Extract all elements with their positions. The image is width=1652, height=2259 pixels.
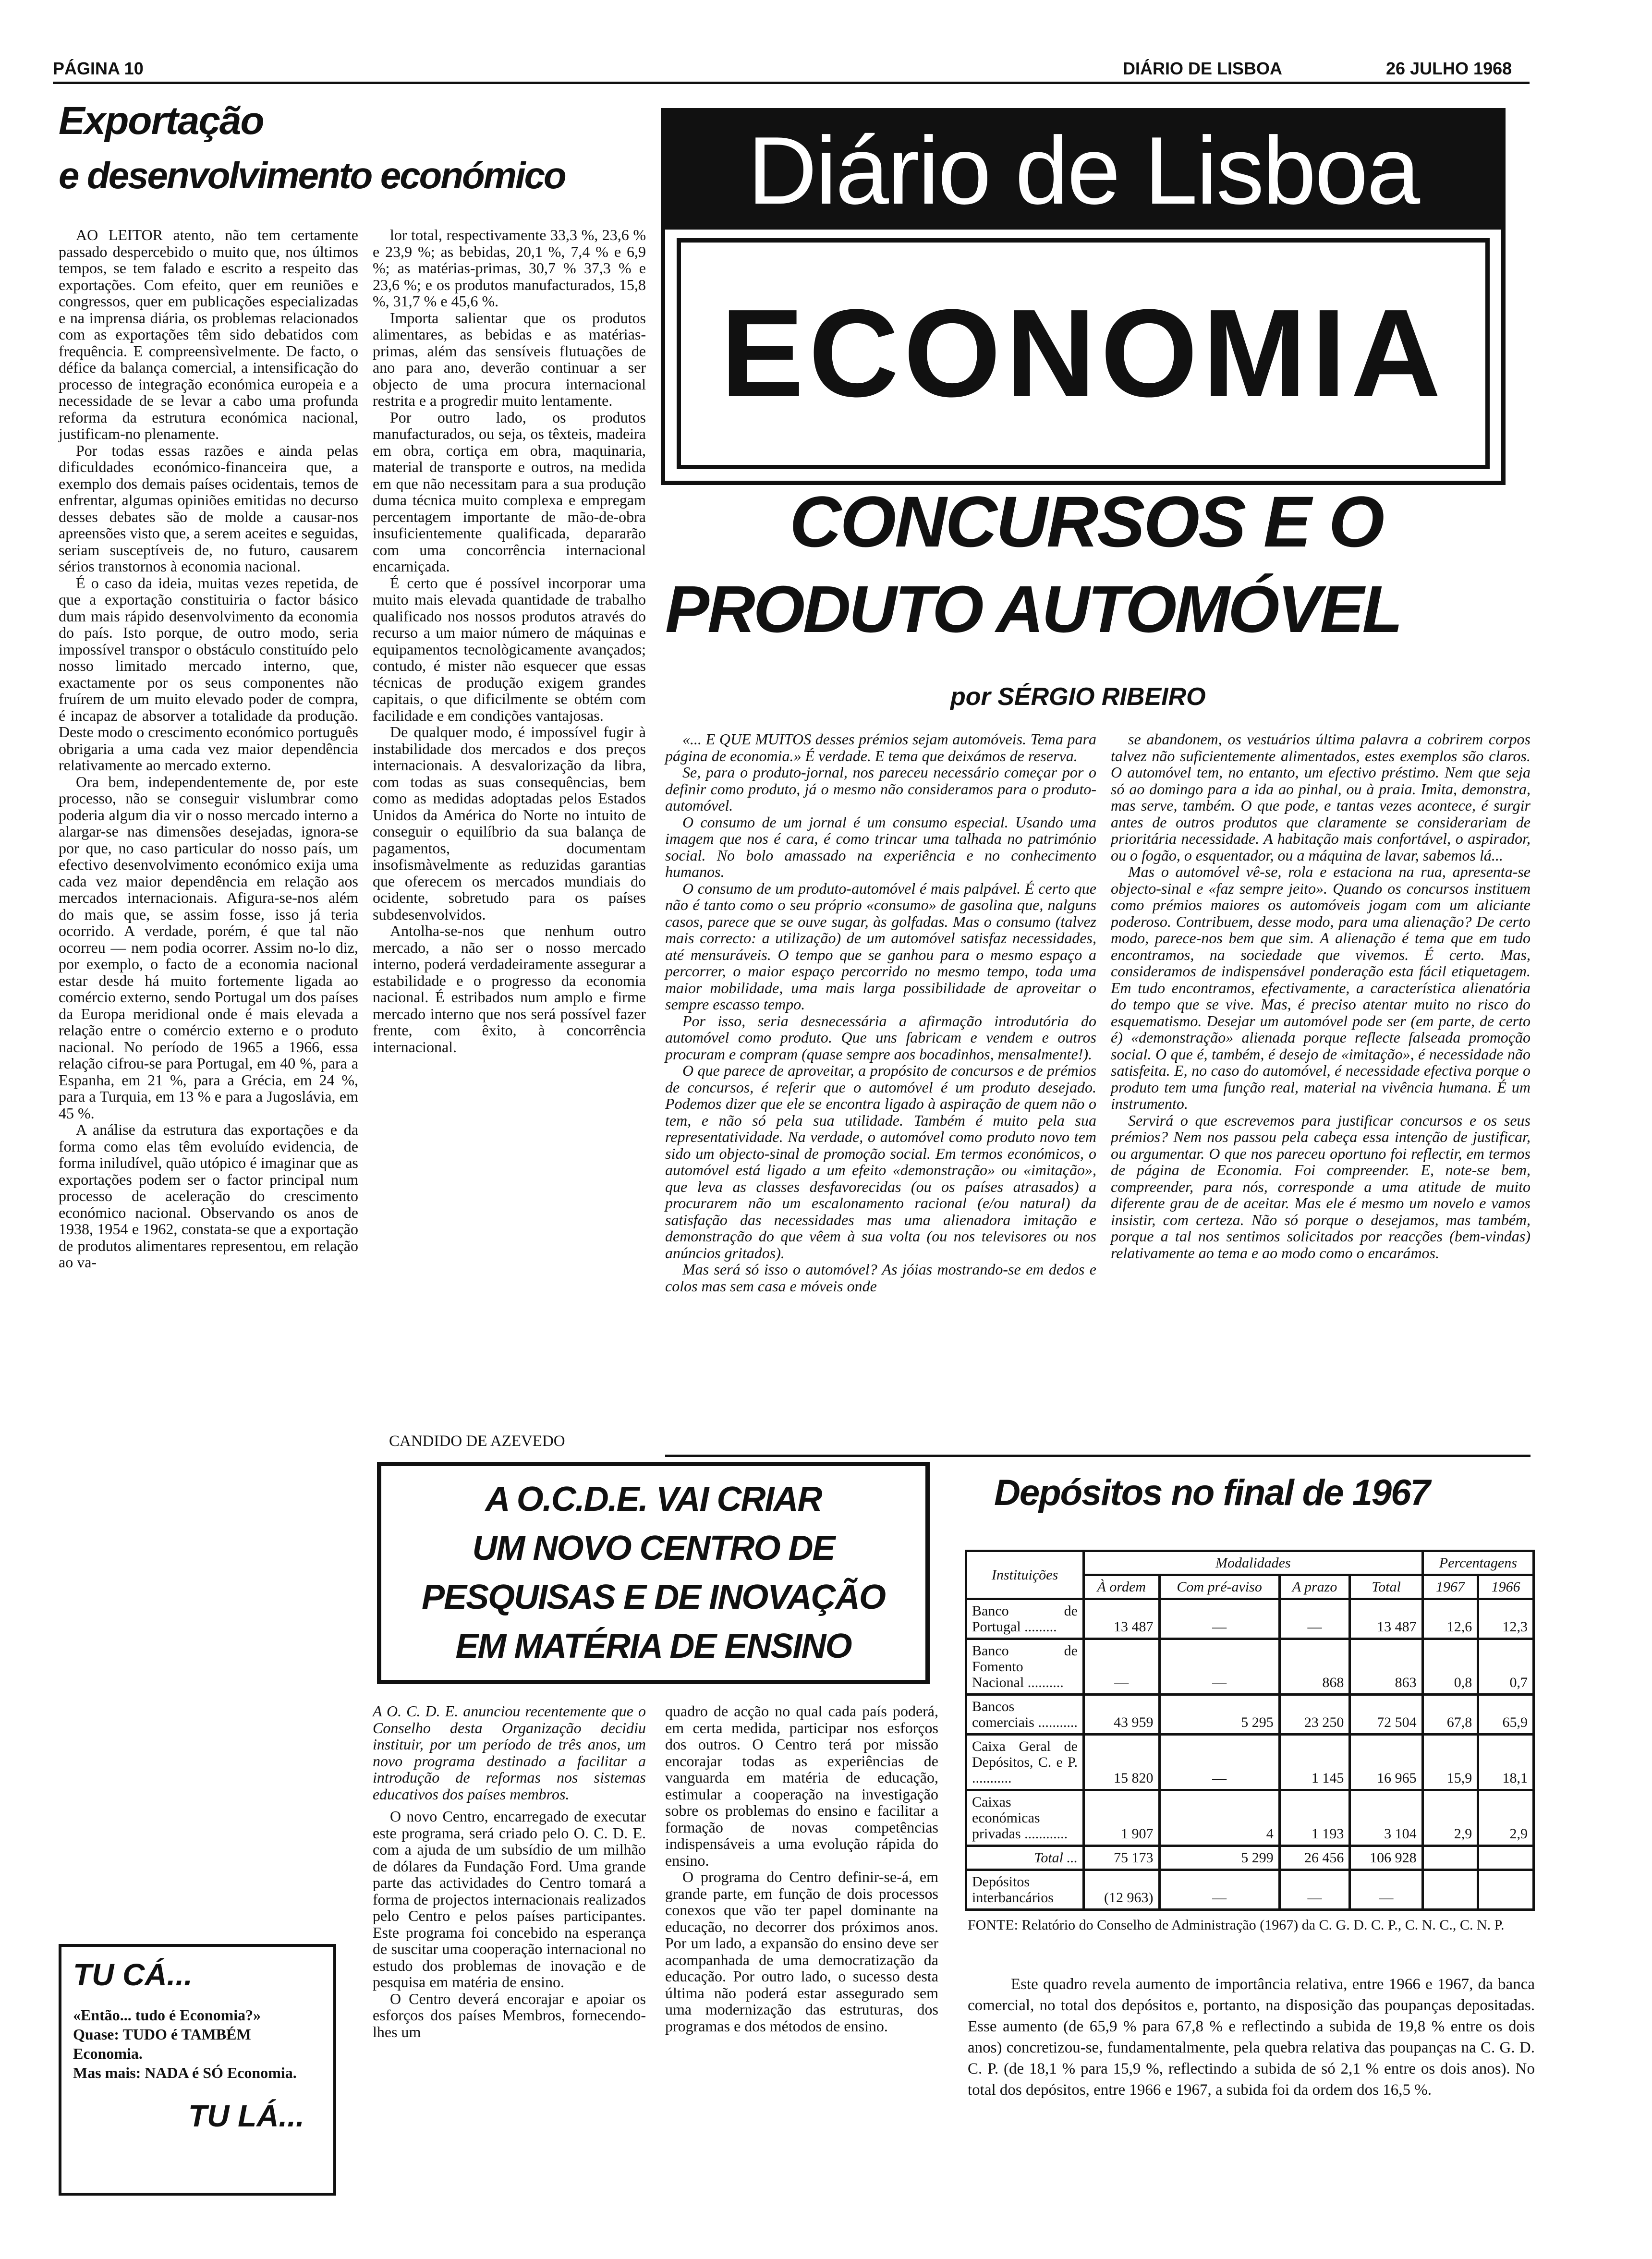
table-cell xyxy=(1422,1846,1478,1870)
section-title: ECONOMIA xyxy=(677,238,1490,469)
table-row xyxy=(966,1870,1534,1910)
paragraph: É certo que é possível incorporar uma muito mais elevada quantidade de trabalho qualificado nos nossos produtos através do recurso a um maior número de máquinas e equipamentos tecnològicamente avançados; contudo, é mister não esquecer que essas técnicas de produção exigem grandes capitais, o que dificilmente se obtém com facilidade e em condições vantajosas. xyxy=(373,574,646,724)
ocde-headline-line2: UM NOVO CENTRO DE xyxy=(472,1529,835,1567)
export-article-col2 xyxy=(373,227,646,1055)
issue-date: 26 JULHO 1968 xyxy=(1386,59,1512,78)
byline: por SÉRGIO RIBEIRO xyxy=(950,683,1206,711)
table-cell xyxy=(1478,1846,1534,1870)
table-cell: 18,1 xyxy=(1478,1735,1534,1790)
header-rule xyxy=(53,82,1530,84)
deposits-table-wrap xyxy=(965,1550,1535,1911)
table-cell: 75 173 xyxy=(1084,1846,1160,1870)
table-cell: 5 299 xyxy=(1159,1846,1279,1870)
paragraph: O novo Centro, encarregado de executar este programa, será criado pelo O. C. D. E. com a ajuda de um subsídio de um milhão de dólares da Fundação Ford. Uma grande parte das actividades do Centro tomará a forma de projectos internacionais realizados pelo Centro e pelos países participantes. Este programa foi concebido na esperança de suscitar uma cooperação internacional no estudo dos problemas de inovação e de pesquisa em matéria de ensino. xyxy=(373,1808,646,1991)
paragraph: AO LEITOR atento, não tem certamente passado despercebido o muito que, nos últimos tempos, se tem falado e escrito a respeito das exportações. Com efeito, quer em reuniões e congressos, quer em publicações especializadas e na imprensa diária, os problemas relacionados com as exportações têm sido debatidos com frequência. E compreensìvelmente. De facto, o défice da balança comercial, a intensificação do processo de integração económica europeia e a necessidade de se levar a cabo uma profunda reforma da estrutura económica nacional, justificam-no plenamente. xyxy=(59,226,358,442)
table-cell: — xyxy=(1084,1639,1160,1695)
table-cell: 2,9 xyxy=(1478,1790,1534,1846)
ocde-headline-line1: A O.C.D.E. VAI CRIAR xyxy=(485,1480,822,1518)
table-row xyxy=(966,1846,1534,1870)
paragraph: Mas será só isso o automóvel? As jóias mostrando-se em dedos e colos mas sem casa e móveis onde xyxy=(665,1261,1096,1295)
group-header-modalidades: Modalidades xyxy=(1084,1551,1423,1575)
paragraph: A análise da estrutura das exportações e da forma como elas têm evoluído evidencia, de forma iniludível, quão utópico é imaginar que as exportações podem ser o factor principal num processo de aceleração do crescimento económico nacional. Observando os anos de 1938, 1954 e 1962, constata-se que a exportação de produtos alimentares representou, em relação ao va- xyxy=(59,1121,358,1271)
col-header-a-ordem: À ordem xyxy=(1084,1575,1160,1599)
table-cell: 868 xyxy=(1279,1639,1350,1695)
paragraph: «... E QUE MUITOS desses prémios sejam automóveis. Tema para página de economia.» É verdade. E tema que deixámos de reserva. xyxy=(665,730,1096,765)
tu-ca-line1: «Então... tudo é Economia?» xyxy=(73,2006,261,2024)
main-article-col2 xyxy=(1111,731,1531,1261)
section-rule xyxy=(665,1455,1531,1457)
paragraph: Por todas essas razões e ainda pelas dificuldades económico-financeira que, a exemplo dos demais países ocidentais, temos de enfrentar, algumas opiniões emitidas no decurso desses debates são de molde a causar-nos apreensões visto que, a serem aceites e seguidas, seriam susceptíveis de, no futuro, causarem sérios transtornos à economia nacional. xyxy=(59,441,358,575)
table-cell: — xyxy=(1279,1599,1350,1639)
paragraph: É o caso da ideia, muitas vezes repetida, de que a exportação constituiria o factor básico dum mais rápido desenvolvimento da economia do país. Isto porque, de outro modo, seria impossível transpor o obstáculo constituído pelo nosso limitado mercado interno, que, exactamente por os seus componentes não fruírem de um muito elevado poder de compra, é incapaz de absorver a totalidade da produção. Deste modo o crescimento económico português obrigaria a uma cada vez maior dependência relativamente ao mercado externo. xyxy=(59,574,358,774)
table-cell: 4 xyxy=(1159,1790,1279,1846)
table-cell: — xyxy=(1350,1870,1422,1910)
table-cell-institution: Total ... xyxy=(966,1846,1084,1870)
table-cell: — xyxy=(1279,1870,1350,1910)
deposits-title: Depósitos no final de 1967 xyxy=(994,1472,1430,1513)
table-cell-institution: Bancos comerciais ........... xyxy=(966,1695,1084,1735)
table-cell: 16 965 xyxy=(1350,1735,1422,1790)
ocde-article-col2 xyxy=(665,1703,938,2034)
paper-name: DIÁRIO DE LISBOA xyxy=(1123,59,1283,78)
table-cell: 72 504 xyxy=(1350,1695,1422,1735)
table-cell: 65,9 xyxy=(1478,1695,1534,1735)
ocde-headline-line3: PESQUISAS E DE INOVAÇÃO xyxy=(422,1578,885,1616)
table-cell-institution: Banco de Portugal ......... xyxy=(966,1599,1084,1639)
export-article-col1 xyxy=(59,227,358,1271)
paragraph: O consumo de um produto-automóvel é mais palpável. É certo que não é tanto como o seu próprio «consumo» de gasolina que, nalguns casos, parece que se ouve sugar, às golfadas. Mas o consumo (talvez mais correcto: a utilização) de um automóvel satisfaz necessidades, até mensuráveis. O tempo que se ganhou para o mesmo espaço a percorrer, o maior espaço percorrido no mesmo tempo, toda uma maior mobilidade, uma mais larga possibilidade de aproveitar o sempre escasso tempo. xyxy=(665,879,1096,1013)
table-cell-institution: Banco de Fomento Nacional .......... xyxy=(966,1639,1084,1695)
paragraph: O consumo de um jornal é um consumo especial. Usando uma imagem que nos é cara, é como trincar uma talhada no património social. No bolo amassado na experiência e no conhecimento humanos. xyxy=(665,813,1096,880)
paragraph: Este quadro revela aumento de importância relativa, entre 1966 e 1967, da banca comercial, no total dos depósitos e, portanto, na disposição das poupanças depositadas. Esse aumento (de 65,9 % para 67,8 % e reflectindo a subida de 19,8 % entre os dois anos) concretizou-se, fundamentalmente, pela quebra relativa das poupanças na C. G. D. C. P. (de 18,1 % para 15,9 %, reflectindo a subida de só 2,1 % entre os dois anos). No total dos depósitos, entre 1966 e 1967, a subida foi da ordem dos 16,5 %. xyxy=(968,1976,1535,2099)
deposits-source: FONTE: Relatório do Conselho de Administração (1967) da C. G. D. C. P., C. N. C., C. N. P. xyxy=(968,1917,1505,1933)
paragraph: O programa do Centro definir-se-á, em grande parte, em função de dois processos conexos que vão ter papel dominante na educação, no decorrer dos próximos anos. Por um lado, a expansão do ensino deve ser acompanhada de uma democratização da educação. Por outro lado, o sucesso desta última não poderá estar assegurado sem uma modernização das estruturas, dos programas e dos métodos de ensino. xyxy=(665,1868,938,2035)
paragraph: se abandonem, os vestuários última palavra a cobrirem corpos talvez não suficientemente alimentados, estes exemplos são claros. O automóvel tem, no entanto, um efectivo préstimo. Nem que seja só ao domingo para a ida ao pinhal, ou à praia. Imita, demonstra, mas serve, também. O que pode, e tantas vezes acontece, é surgir antes de outros produtos que claramente se considerariam de prioritária necessidade. A habitação mais confortável, o aspirador, ou o fogão, o esquentador, ou a máquina de lavar, sabemos lá... xyxy=(1111,730,1531,864)
table-cell: 23 250 xyxy=(1279,1695,1350,1735)
table-cell: 26 456 xyxy=(1279,1846,1350,1870)
masthead-box xyxy=(661,108,1506,485)
col-header-a-prazo: A prazo xyxy=(1279,1575,1350,1599)
col-header-1967: 1967 xyxy=(1422,1575,1478,1599)
table-cell: 0,8 xyxy=(1422,1639,1478,1695)
table-cell: 1 193 xyxy=(1279,1790,1350,1846)
table-cell: 13 487 xyxy=(1084,1599,1160,1639)
table-cell: 106 928 xyxy=(1350,1846,1422,1870)
col-header-pre-aviso: Com pré-aviso xyxy=(1159,1575,1279,1599)
table-cell: — xyxy=(1159,1735,1279,1790)
paragraph: O que parece de aproveitar, a propósito de concursos e de prémios de concursos, é referir que o automóvel é um produto desejado. Podemos dizer que ele se encontra ligado à aspiração de quem não o tem, e não só pela sua utilidade. Também é muito pela sua representatividade. Na verdade, o automóvel como produto novo tem sido um objecto-sinal de promoção social. Em termos económicos, o automóvel está ligado a um efeito «demonstração» ou «imitação», que leva as classes desfavorecidas (ou os países atrasados) a procurarem não um escalonamento racional (e/ou natural) da satisfação das necessidades mas uma alienadora imitação e demonstração do que vêem à sua volta (ou nos televisores ou nos anúncios gritados). xyxy=(665,1062,1096,1262)
table-cell: 1 145 xyxy=(1279,1735,1350,1790)
table-cell: 67,8 xyxy=(1422,1695,1478,1735)
paragraph: lor total, respectivamente 33,3 %, 23,6 % e 23,9 %; as bebidas, 20,1 %, 7,4 % e 6,9 %; as matérias-primas, 30,7 % 37,3 % e 23,6 %; e os produtos manufacturados, 15,8 %, 31,7 % e 45,6 %. xyxy=(373,226,646,310)
table-row xyxy=(966,1599,1534,1639)
paragraph: Mas o automóvel vê-se, rola e estaciona na rua, apresenta-se objecto-sinal e «faz sempre jeito». Quando os concursos instituem como prémios maiores os automóveis jogam com um aliciante poderoso. Contribuem, desse modo, para uma alienação? De certo modo, parece-nos bem que sim. A alienação é tema que em tudo encontramos, na sociedade que vivemos. É certo. Mas, consideramos de indispensável ponderação esta fácil etiquetagem. Em tudo encontramos, efectivamente, a característica alienatória do tempo que se vive. Mas, é preciso atentar muito no risco do esquematismo. Desejar um automóvel pode ser (em parte, de certo é) «demonstração» alienada porque reflecte falseada promoção social. O que é, também, é desejo de «imitação», é necessidade não satisfeita. E, no caso do automóvel, é necessidade efectiva porque o produto tem uma função real, material na vivência humana. É um instrumento. xyxy=(1111,863,1531,1112)
tu-ca-top: TU CÁ... xyxy=(73,1957,193,1992)
ocde-headline-box xyxy=(377,1462,930,1684)
paragraph: Importa salientar que os produtos alimentares, as bebidas e as matérias-primas, além das sensíveis flutuações de ano para ano, deverão continuar a ser objecto de uma procura internacional restrita e a progredir muito lentamente. xyxy=(373,309,646,409)
ocde-article-col1 xyxy=(373,1703,646,2040)
table-cell: — xyxy=(1159,1639,1279,1695)
paragraph: Por isso, seria desnecessária a afirmação introdutória do automóvel como produto. Que uns fabricam e vendem e outros procuram e compram (quase sempre aos bocadinhos, mensalmente!). xyxy=(665,1012,1096,1063)
paragraph: De qualquer modo, é impossível fugir à instabilidade dos mercados e dos preços internacionais. A desvalorização da libra, com todas as suas consequências, bem como as medidas adoptadas pelos Estados Unidos da América do Norte no intuito de conseguir o equilíbrio da sua balança de pagamentos, documentam insofismàvelmente as reduzidas garantias que oferecem os mercados mundiais do ocidente, sobretudo para os países subdesenvolvidos. xyxy=(373,723,646,923)
paragraph: Servirá o que escrevemos para justificar concursos e os seus prémios? Nem nos passou pela cabeça essa intenção de justificar, ou argumentar. O que nos pareceu oportuno foi reflectir, em termos de página de Economia. Foi compreender. E, note-se bem, compreender, para nós, corresponde a uma atitude de muito diferente grau de de aceitar. Mas ele é mesmo um novelo e vamos insistir, com certeza. Não só porque o desejamos, mas também, porque a tal nos sentimos solicitados por reacções (bem-vindas) relativamente ao tema e ao modo como o encarámos. xyxy=(1111,1111,1531,1262)
ocde-headline-line4: EM MATÉRIA DE ENSINO xyxy=(455,1627,851,1665)
export-headline-line1: Exportação xyxy=(59,99,264,143)
table-cell: 12,6 xyxy=(1422,1599,1478,1639)
table-cell: — xyxy=(1159,1870,1279,1910)
table-cell: 5 295 xyxy=(1159,1695,1279,1735)
tu-la-bottom: TU LÁ... xyxy=(188,2099,304,2133)
col-header-instituicoes: Instituições xyxy=(966,1551,1084,1599)
table-cell-institution: Depósitos interbancários xyxy=(966,1870,1084,1910)
table-cell: 1 907 xyxy=(1084,1790,1160,1846)
col-header-total: Total xyxy=(1350,1575,1422,1599)
deposits-commentary xyxy=(968,1974,1535,2101)
table-cell: (12 963) xyxy=(1084,1870,1160,1910)
table-cell: 13 487 xyxy=(1350,1599,1422,1639)
tu-ca-line2: Quase: TUDO é TAMBÉM Economia. xyxy=(73,2026,251,2062)
export-headline-line2: e desenvolvimento económico xyxy=(59,154,565,196)
table-cell: 2,9 xyxy=(1422,1790,1478,1846)
col-header-1966: 1966 xyxy=(1478,1575,1534,1599)
table-row xyxy=(966,1790,1534,1846)
paragraph: O Centro deverá encorajar e apoiar os esforços dos países Membros, fornecendo-lhes um xyxy=(373,1990,646,2040)
paragraph: quadro de acção no qual cada país poderá, em certa medida, participar nos esforços dos outros. O Centro terá por missão encorajar todas as experiências de vanguarda em matéria de educação, estimular a cooperação na investigação sobre os problemas do ensino e facilitar a formação de novas competências indispensáveis a uma evolução rápida do ensino. xyxy=(665,1702,938,1869)
table-cell-institution: Caixas económicas privadas ............ xyxy=(966,1790,1084,1846)
paragraph: Por outro lado, os produtos manufacturados, ou seja, os têxteis, madeira em obra, cortiça em obra, maquinaria, material de transporte e outros, na medida em que não necessitam para a sua produção duma técnica muito complexa e empregam percentagem importante de mão-de-obra insuficientemente qualificada, depararão com uma concorrência internacional encarniçada. xyxy=(373,408,646,575)
table-cell xyxy=(1478,1870,1534,1910)
table-cell: 3 104 xyxy=(1350,1790,1422,1846)
table-cell: 863 xyxy=(1350,1639,1422,1695)
export-article-author: CANDIDO DE AZEVEDO xyxy=(389,1433,565,1450)
main-headline-line2: PRODUTO AUTOMÓVEL xyxy=(665,572,1401,646)
lead-paragraph: A O. C. D. E. anunciou recentemente que o Conselho desta Organização decidiu instituir, por um período de três anos, um novo programa destinado a facilitar a introdução de reformas nos sistemas educativos dos países membros. xyxy=(373,1702,646,1803)
paragraph: Se, para o produto-jornal, nos pareceu necessário começar por o definir como produto, já o mesmo não consideramos para o produto-automóvel. xyxy=(665,764,1096,814)
tu-ca-line3: Mas mais: NADA é SÓ Economia. xyxy=(73,2064,297,2081)
page-number: PÁGINA 10 xyxy=(53,59,144,78)
table-cell: 0,7 xyxy=(1478,1639,1534,1695)
table-row xyxy=(966,1639,1534,1695)
main-headline-line1: CONCURSOS E O xyxy=(790,481,1384,562)
table-cell-institution: Caixa Geral de Depósitos, C. e P. ........... xyxy=(966,1735,1084,1790)
table-cell: — xyxy=(1159,1599,1279,1639)
paragraph: Antolha-se-nos que nenhum outro mercado, a não ser o nosso mercado interno, poderá verdadeiramente assegurar a estabilidade e o progresso da economia nacional. É estribados num amplo e firme mercado interno que nos será possível fazer frente, com êxito, à concorrência internacional. xyxy=(373,922,646,1056)
table-cell: 43 959 xyxy=(1084,1695,1160,1735)
main-article-col1 xyxy=(665,731,1096,1294)
group-header-percentagens: Percentagens xyxy=(1422,1551,1533,1575)
table-row xyxy=(966,1695,1534,1735)
table-cell: 12,3 xyxy=(1478,1599,1534,1639)
paragraph: Ora bem, independentemente de, por este processo, não se conseguir vislumbrar como poderia algum dia vir o nosso mercado interno a alargar-se nas dimensões desejadas, ignora-se por que, no caso particular do nosso país, um efectivo desenvolvimento económico exija uma cada vez maior dependência em relação aos mercados internacionais. Afigura-se-nos além do mais que, se assim fosse, isso já teria ocorrido. A verdade, porém, é que tal não ocorreu — nem podia ocorrer. Assim no-lo diz, por exemplo, o facto de a economia nacional estar desde há muito fortemente ligada ao comércio externo, sendo Portugal um dos países da Europa meridional onde é mais elevada a relação entre o comércio externo e o produto nacional. No período de 1965 a 1966, essa relação cifrou-se para Portugal, em 40 %, para a Espanha, em 21 %, para a Grécia, em 24 %, para a Turquia, em 13 % e para a Jugoslávia, em 45 %. xyxy=(59,773,358,1122)
tu-ca-box xyxy=(59,1944,336,2196)
table-cell: 15,9 xyxy=(1422,1735,1478,1790)
table-cell xyxy=(1422,1870,1478,1910)
deposits-table xyxy=(965,1550,1535,1911)
table-row xyxy=(966,1735,1534,1790)
masthead-title: Diário de Lisboa xyxy=(665,112,1501,230)
table-cell: 15 820 xyxy=(1084,1735,1160,1790)
